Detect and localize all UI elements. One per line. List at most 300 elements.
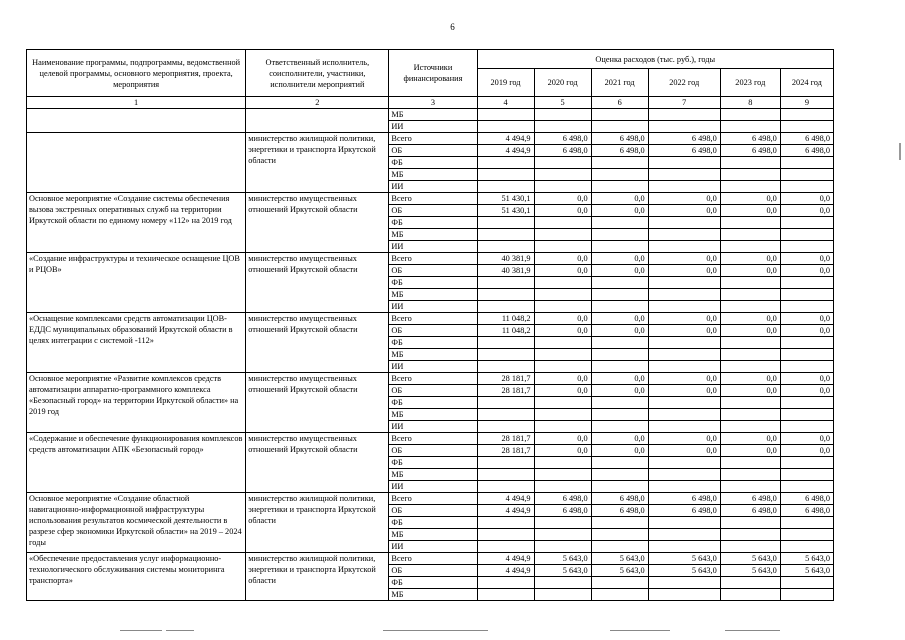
column-number: 5 — [534, 97, 591, 109]
column-number: 4 — [477, 97, 534, 109]
cost-value — [720, 361, 780, 373]
cost-value: 6 498,0 — [720, 505, 780, 517]
cost-value — [477, 397, 534, 409]
cost-value — [534, 217, 591, 229]
funding-source: ОБ — [389, 205, 477, 217]
table-row — [27, 313, 834, 325]
cost-value: 11 048,2 — [477, 325, 534, 337]
cost-value: 40 381,9 — [477, 265, 534, 277]
cost-value: 0,0 — [720, 313, 780, 325]
cost-value — [648, 481, 720, 493]
measure-name: Основное мероприятие «Развитие комплексов средств автоматизации аппаратно-программного комплекса «Безопасный город» на территории Иркутской области» на 2019 год — [27, 373, 246, 433]
cost-value — [780, 577, 833, 589]
funding-source: МБ — [389, 409, 477, 421]
cost-value: 0,0 — [720, 193, 780, 205]
cost-value — [591, 157, 648, 169]
cost-value — [591, 241, 648, 253]
cost-value: 6 498,0 — [591, 145, 648, 157]
cost-value: 5 643,0 — [534, 565, 591, 577]
cost-value — [591, 409, 648, 421]
measure-name: «Содержание и обеспечение функционирования комплексов средств автоматизации АПК «Безопасный город» — [27, 433, 246, 493]
column-number: 1 — [27, 97, 246, 109]
cost-value — [648, 109, 720, 121]
executor: министерство имущественных отношений Иркутской области — [246, 433, 389, 493]
header-year: 2024 год — [780, 69, 833, 97]
cost-value: 6 498,0 — [648, 145, 720, 157]
cost-value — [720, 337, 780, 349]
cost-value — [591, 217, 648, 229]
cost-value — [534, 361, 591, 373]
funding-source: ИИ — [389, 541, 477, 553]
cost-value — [534, 541, 591, 553]
cost-value — [534, 517, 591, 529]
column-number: 7 — [648, 97, 720, 109]
cost-value: 0,0 — [780, 253, 833, 265]
funding-source: Всего — [389, 373, 477, 385]
scan-artifact — [725, 630, 780, 631]
cost-value — [648, 277, 720, 289]
cost-value — [780, 337, 833, 349]
cost-value: 11 048,2 — [477, 313, 534, 325]
column-number: 3 — [389, 97, 477, 109]
funding-source: МБ — [389, 469, 477, 481]
cost-value — [591, 121, 648, 133]
cost-value — [534, 469, 591, 481]
cost-value: 0,0 — [720, 445, 780, 457]
cost-value — [477, 169, 534, 181]
funding-source: ФБ — [389, 277, 477, 289]
page-number: 6 — [450, 22, 455, 32]
funding-source: МБ — [389, 229, 477, 241]
header-year: 2020 год — [534, 69, 591, 97]
cost-value — [648, 289, 720, 301]
budget-table — [26, 49, 834, 601]
cost-value — [534, 289, 591, 301]
cost-value — [534, 589, 591, 601]
funding-source: Всего — [389, 553, 477, 565]
cost-value — [591, 517, 648, 529]
cost-value — [591, 541, 648, 553]
cost-value: 40 381,9 — [477, 253, 534, 265]
cost-value: 0,0 — [648, 373, 720, 385]
measure-name — [27, 109, 246, 133]
cost-value — [591, 529, 648, 541]
cost-value — [780, 241, 833, 253]
cost-value: 0,0 — [720, 205, 780, 217]
scan-artifact — [120, 630, 162, 631]
cost-value — [648, 409, 720, 421]
cost-value — [477, 109, 534, 121]
funding-source: МБ — [389, 349, 477, 361]
cost-value — [477, 469, 534, 481]
cost-value: 4 494,9 — [477, 505, 534, 517]
scan-artifact — [166, 630, 194, 631]
cost-value — [534, 229, 591, 241]
cost-value — [534, 337, 591, 349]
table-row — [27, 193, 834, 205]
cost-value — [534, 421, 591, 433]
table-row — [27, 493, 834, 505]
funding-source: МБ — [389, 169, 477, 181]
cost-value — [591, 301, 648, 313]
funding-source: МБ — [389, 589, 477, 601]
cost-value — [720, 421, 780, 433]
column-number: 9 — [780, 97, 833, 109]
cost-value — [591, 109, 648, 121]
cost-value: 0,0 — [648, 265, 720, 277]
cost-value: 0,0 — [780, 325, 833, 337]
funding-source: ИИ — [389, 241, 477, 253]
cost-value — [534, 157, 591, 169]
scan-edge-mark — [899, 143, 901, 160]
cost-value: 28 181,7 — [477, 445, 534, 457]
funding-source: ИИ — [389, 121, 477, 133]
cost-value — [720, 217, 780, 229]
cost-value — [477, 157, 534, 169]
cost-value — [780, 469, 833, 481]
cost-value — [591, 277, 648, 289]
cost-value — [780, 181, 833, 193]
cost-value: 0,0 — [780, 445, 833, 457]
cost-value — [720, 349, 780, 361]
cost-value: 6 498,0 — [648, 493, 720, 505]
cost-value — [534, 529, 591, 541]
cost-value — [780, 229, 833, 241]
cost-value — [720, 109, 780, 121]
cost-value — [591, 481, 648, 493]
cost-value: 6 498,0 — [720, 133, 780, 145]
funding-source: ИИ — [389, 421, 477, 433]
cost-value — [534, 349, 591, 361]
cost-value: 5 643,0 — [534, 553, 591, 565]
cost-value: 28 181,7 — [477, 373, 534, 385]
executor: министерство жилищной политики, энергетики и транспорта Иркутской области — [246, 133, 389, 193]
cost-value — [648, 541, 720, 553]
cost-value — [534, 481, 591, 493]
cost-value — [591, 457, 648, 469]
cost-value: 0,0 — [780, 433, 833, 445]
cost-value — [534, 169, 591, 181]
cost-value — [780, 529, 833, 541]
cost-value — [477, 181, 534, 193]
funding-source: ФБ — [389, 157, 477, 169]
cost-value: 0,0 — [648, 325, 720, 337]
executor: министерство имущественных отношений Иркутской области — [246, 313, 389, 373]
cost-value: 0,0 — [591, 313, 648, 325]
cost-value — [534, 301, 591, 313]
cost-value: 0,0 — [720, 265, 780, 277]
funding-source: МБ — [389, 109, 477, 121]
cost-value — [477, 301, 534, 313]
measure-name: Основное мероприятие «Создание областной навигационно-информационной инфраструктуры использования результатов космической деятельности в разрезе сфер экономики Иркутской области» на 2019 – 2024 годы — [27, 493, 246, 553]
header-executor: Ответственный исполнитель, соисполнители, участники, исполнители мероприятий — [246, 50, 389, 97]
cost-value: 6 498,0 — [591, 505, 648, 517]
cost-value — [648, 397, 720, 409]
cost-value: 6 498,0 — [780, 133, 833, 145]
cost-value: 0,0 — [534, 193, 591, 205]
cost-value: 0,0 — [534, 385, 591, 397]
cost-value — [534, 397, 591, 409]
cost-value — [648, 577, 720, 589]
cost-value — [591, 337, 648, 349]
cost-value — [780, 589, 833, 601]
cost-value — [720, 577, 780, 589]
cost-value — [780, 169, 833, 181]
cost-value: 6 498,0 — [648, 133, 720, 145]
cost-value — [591, 469, 648, 481]
cost-value: 5 643,0 — [720, 565, 780, 577]
funding-source: ФБ — [389, 577, 477, 589]
cost-value: 0,0 — [720, 253, 780, 265]
cost-value — [720, 541, 780, 553]
cost-value: 4 494,9 — [477, 493, 534, 505]
cost-value — [780, 349, 833, 361]
funding-source: МБ — [389, 529, 477, 541]
funding-source: ФБ — [389, 457, 477, 469]
measure-name: «Обеспечение предоставления услуг информационно-технологического обслуживания системы мониторинга транспорта» — [27, 553, 246, 601]
measure-name — [27, 133, 246, 193]
cost-value — [780, 481, 833, 493]
cost-value: 0,0 — [648, 433, 720, 445]
cost-value — [477, 517, 534, 529]
header-year: 2022 год — [648, 69, 720, 97]
cost-value: 5 643,0 — [780, 565, 833, 577]
cost-value: 0,0 — [780, 313, 833, 325]
funding-source: ИИ — [389, 481, 477, 493]
executor: министерство имущественных отношений Иркутской области — [246, 373, 389, 433]
cost-value — [591, 349, 648, 361]
cost-value: 0,0 — [648, 385, 720, 397]
cost-value — [648, 457, 720, 469]
cost-value: 4 494,9 — [477, 553, 534, 565]
cost-value: 0,0 — [648, 445, 720, 457]
cost-value: 5 643,0 — [780, 553, 833, 565]
cost-value — [591, 589, 648, 601]
cost-value — [780, 361, 833, 373]
cost-value: 0,0 — [648, 205, 720, 217]
cost-value — [780, 157, 833, 169]
cost-value — [780, 409, 833, 421]
cost-value — [477, 277, 534, 289]
cost-value — [780, 217, 833, 229]
header-costs: Оценка расходов (тыс. руб.), годы — [477, 50, 834, 69]
cost-value — [534, 409, 591, 421]
cost-value: 0,0 — [648, 253, 720, 265]
cost-value — [780, 517, 833, 529]
cost-value: 0,0 — [534, 433, 591, 445]
cost-value — [780, 541, 833, 553]
cost-value: 0,0 — [591, 445, 648, 457]
funding-source: ОБ — [389, 265, 477, 277]
cost-value — [477, 529, 534, 541]
cost-value — [648, 469, 720, 481]
cost-value: 0,0 — [591, 325, 648, 337]
cost-value — [720, 121, 780, 133]
funding-source: ОБ — [389, 565, 477, 577]
cost-value: 0,0 — [780, 265, 833, 277]
cost-value — [591, 169, 648, 181]
header-year: 2023 год — [720, 69, 780, 97]
table-row — [27, 373, 834, 385]
cost-value — [648, 217, 720, 229]
cost-value: 0,0 — [534, 313, 591, 325]
cost-value: 6 498,0 — [591, 133, 648, 145]
cost-value — [720, 241, 780, 253]
funding-source: ОБ — [389, 145, 477, 157]
cost-value: 6 498,0 — [720, 145, 780, 157]
cost-value: 6 498,0 — [720, 493, 780, 505]
cost-value: 0,0 — [591, 385, 648, 397]
cost-value — [648, 349, 720, 361]
cost-value — [648, 229, 720, 241]
cost-value — [720, 301, 780, 313]
cost-value — [720, 181, 780, 193]
cost-value — [477, 349, 534, 361]
cost-value — [477, 361, 534, 373]
cost-value: 6 498,0 — [534, 133, 591, 145]
cost-value: 0,0 — [591, 253, 648, 265]
cost-value — [477, 481, 534, 493]
cost-value — [477, 457, 534, 469]
cost-value — [591, 397, 648, 409]
cost-value: 0,0 — [534, 445, 591, 457]
cost-value: 5 643,0 — [648, 553, 720, 565]
cost-value — [648, 169, 720, 181]
cost-value — [648, 181, 720, 193]
cost-value — [720, 469, 780, 481]
cost-value: 51 430,1 — [477, 205, 534, 217]
cost-value — [780, 289, 833, 301]
cost-value: 51 430,1 — [477, 193, 534, 205]
funding-source: ОБ — [389, 505, 477, 517]
cost-value: 0,0 — [591, 265, 648, 277]
cost-value: 0,0 — [720, 385, 780, 397]
cost-value: 5 643,0 — [720, 553, 780, 565]
cost-value: 0,0 — [780, 205, 833, 217]
cost-value — [477, 541, 534, 553]
executor: министерство имущественных отношений Иркутской области — [246, 253, 389, 313]
funding-source: ФБ — [389, 217, 477, 229]
cost-value: 6 498,0 — [780, 145, 833, 157]
table-row — [27, 133, 834, 145]
funding-source: ФБ — [389, 517, 477, 529]
funding-source: Всего — [389, 193, 477, 205]
executor: министерство жилищной политики, энергетики и транспорта Иркутской области — [246, 553, 389, 601]
cost-value — [720, 397, 780, 409]
funding-source: ФБ — [389, 397, 477, 409]
funding-source: Всего — [389, 253, 477, 265]
cost-value: 0,0 — [591, 433, 648, 445]
cost-value: 4 494,9 — [477, 565, 534, 577]
cost-value — [720, 277, 780, 289]
cost-value — [720, 589, 780, 601]
cost-value — [780, 397, 833, 409]
cost-value: 6 498,0 — [780, 505, 833, 517]
cost-value — [648, 361, 720, 373]
cost-value — [477, 121, 534, 133]
cost-value — [534, 109, 591, 121]
cost-value: 4 494,9 — [477, 133, 534, 145]
cost-value: 0,0 — [648, 193, 720, 205]
funding-source: ФБ — [389, 337, 477, 349]
cost-value — [477, 337, 534, 349]
column-number: 8 — [720, 97, 780, 109]
cost-value — [477, 229, 534, 241]
measure-name: Основное мероприятие «Создание системы обеспечения вызова экстренных оперативных служб на территории Иркутской области по единому номеру «112» на 2019 год — [27, 193, 246, 253]
cost-value — [591, 361, 648, 373]
cost-value — [648, 241, 720, 253]
cost-value: 0,0 — [720, 325, 780, 337]
cost-value: 5 643,0 — [591, 553, 648, 565]
cost-value — [648, 301, 720, 313]
cost-value — [780, 121, 833, 133]
cost-value: 5 643,0 — [648, 565, 720, 577]
cost-value: 6 498,0 — [534, 493, 591, 505]
cost-value: 6 498,0 — [591, 493, 648, 505]
cost-value: 0,0 — [591, 373, 648, 385]
cost-value — [720, 481, 780, 493]
cost-value: 6 498,0 — [780, 493, 833, 505]
cost-value — [648, 517, 720, 529]
cost-value — [534, 577, 591, 589]
cost-value — [591, 289, 648, 301]
header-year: 2019 год — [477, 69, 534, 97]
cost-value — [477, 217, 534, 229]
cost-value: 0,0 — [648, 313, 720, 325]
funding-source: Всего — [389, 493, 477, 505]
funding-source: ОБ — [389, 385, 477, 397]
cost-value — [477, 421, 534, 433]
cost-value — [780, 109, 833, 121]
cost-value: 0,0 — [534, 253, 591, 265]
cost-value: 0,0 — [591, 193, 648, 205]
cost-value: 6 498,0 — [648, 505, 720, 517]
cost-value: 6 498,0 — [534, 505, 591, 517]
cost-value: 0,0 — [780, 385, 833, 397]
cost-value — [648, 421, 720, 433]
cost-value — [720, 169, 780, 181]
funding-source: ОБ — [389, 445, 477, 457]
cost-value: 0,0 — [780, 373, 833, 385]
cost-value — [720, 529, 780, 541]
cost-value — [477, 241, 534, 253]
funding-source: Всего — [389, 313, 477, 325]
cost-value — [534, 457, 591, 469]
cost-value — [477, 577, 534, 589]
cost-value — [477, 409, 534, 421]
cost-value — [591, 181, 648, 193]
cost-value — [534, 181, 591, 193]
funding-source: ИИ — [389, 361, 477, 373]
cost-value — [780, 301, 833, 313]
cost-value — [720, 457, 780, 469]
header-name: Наименование программы, подпрограммы, ведомственной целевой программы, основного мероприятия, проекта, мероприятия — [27, 50, 246, 97]
cost-value — [534, 277, 591, 289]
cost-value — [591, 229, 648, 241]
cost-value: 5 643,0 — [591, 565, 648, 577]
cost-value — [648, 529, 720, 541]
cost-value: 4 494,9 — [477, 145, 534, 157]
executor — [246, 109, 389, 133]
executor: министерство имущественных отношений Иркутской области — [246, 193, 389, 253]
column-number: 2 — [246, 97, 389, 109]
funding-source: Всего — [389, 433, 477, 445]
cost-value: 0,0 — [780, 193, 833, 205]
funding-source: ИИ — [389, 181, 477, 193]
cost-value: 0,0 — [591, 205, 648, 217]
cost-value: 0,0 — [534, 373, 591, 385]
executor: министерство жилищной политики, энергетики и транспорта Иркутской области — [246, 493, 389, 553]
